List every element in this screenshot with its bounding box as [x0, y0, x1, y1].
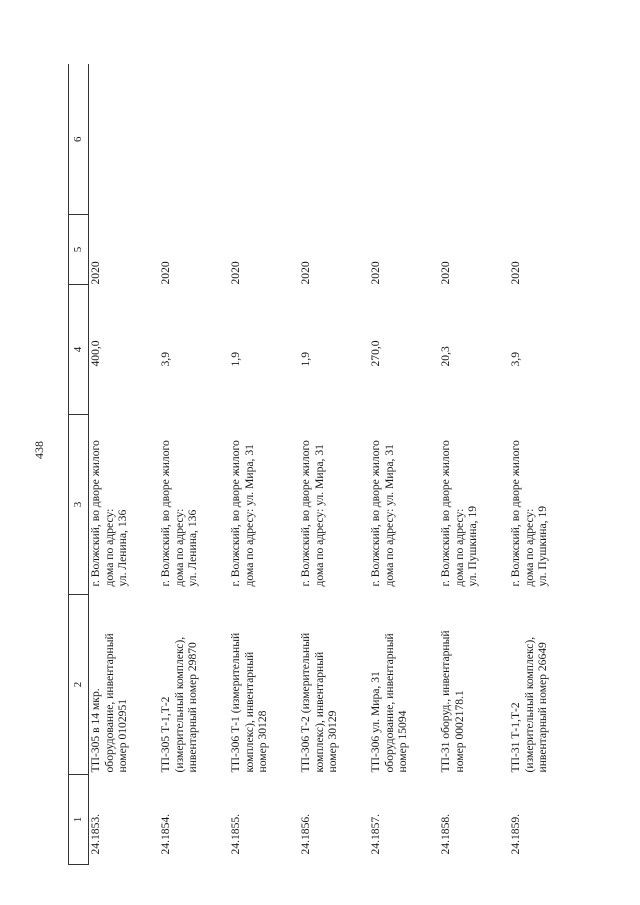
address-line: г. Волжский, во дворе жилого: [439, 440, 452, 587]
address-cell: [369, 415, 439, 595]
object-name-line: (измерительный комплекс),: [172, 636, 186, 773]
value-cell: 20,3: [439, 346, 452, 367]
object-name-cell: [369, 595, 439, 775]
address-line: ул. Ленина, 136: [186, 509, 200, 587]
row-number: 24.1855.: [229, 813, 242, 855]
column-header-6: 6: [69, 65, 89, 215]
column-header-2: 2: [69, 595, 89, 775]
table-row: [509, 65, 579, 865]
row-number: 24.1857.: [369, 813, 382, 855]
address-line: дома по адресу:: [522, 508, 536, 587]
table-row: [299, 65, 369, 865]
note-cell: [299, 65, 369, 215]
table-row: [369, 65, 439, 865]
object-name-line: комплекс), инвентарный: [312, 651, 326, 773]
value-cell: 3,9: [509, 352, 522, 367]
table-row: [439, 65, 509, 865]
column-header-3: 3: [69, 415, 89, 595]
address-line: г. Волжский, во дворе жилого: [159, 440, 172, 587]
object-name-line: ТП-305 в 14 мкр.: [89, 688, 102, 773]
property-table: [68, 65, 579, 866]
table-row: [89, 65, 160, 865]
object-name-line: номер 0102951: [116, 698, 130, 773]
table-header: [69, 65, 89, 865]
year-cell: 2020: [89, 261, 102, 285]
note-cell: [369, 65, 439, 215]
note-cell: [229, 65, 299, 215]
object-name-line: ТП-31 Т-1,Т-2: [509, 702, 522, 773]
object-name-line: ТП-306 ул. Мира, 31: [369, 671, 382, 773]
object-name-line: оборудование, инвентарный: [382, 633, 396, 773]
row-number: 24.1854.: [159, 813, 172, 855]
table-row: [159, 65, 229, 865]
object-name-line: номер 30128: [256, 710, 270, 773]
table-body: [89, 65, 580, 865]
year-cell: 2020: [369, 261, 382, 285]
object-name-cell: [439, 595, 509, 775]
value-cell: 1,9: [229, 352, 242, 367]
object-name-line: ТП-306 Т-2 (измерительный: [299, 632, 312, 773]
note-cell: [89, 65, 160, 215]
value-cell: 3,9: [159, 352, 172, 367]
address-line: ул. Пушкина, 19: [466, 505, 480, 587]
address-line: г. Волжский, во дворе жилого: [229, 440, 242, 587]
object-name-line: оборудование, инвентарный: [102, 633, 116, 773]
year-cell: 2020: [509, 261, 522, 285]
note-cell: [509, 65, 579, 215]
object-name-line: инвентарный номер 29870: [186, 642, 200, 773]
year-cell: 2020: [439, 261, 452, 285]
address-line: г. Волжский, во дворе жилого: [89, 440, 102, 587]
address-cell: [439, 415, 509, 595]
column-header-4: 4: [69, 285, 89, 415]
note-cell: [159, 65, 229, 215]
object-name-cell: [159, 595, 229, 775]
address-line: ул. Пушкина, 19: [536, 505, 550, 587]
address-line: ул. Ленина, 136: [116, 509, 130, 587]
address-cell: [509, 415, 579, 595]
value-cell: 270,0: [369, 340, 382, 367]
object-name-line: (измерительный комплекс),: [522, 636, 536, 773]
address-cell: [89, 415, 160, 595]
value-cell: 1,9: [299, 352, 312, 367]
object-name-line: ТП-31 оборуд., инвентарный: [439, 630, 452, 773]
object-name-line: номер 15094: [396, 710, 410, 773]
object-name-line: комплекс), инвентарный: [242, 651, 256, 773]
year-cell: 2020: [159, 261, 172, 285]
column-header-5: 5: [69, 215, 89, 285]
address-cell: [159, 415, 229, 595]
year-cell: 2020: [229, 261, 242, 285]
row-number: 24.1859.: [509, 813, 522, 855]
column-header-1: 1: [69, 775, 89, 865]
object-name-line: номер 30129: [326, 710, 340, 773]
note-cell: [439, 65, 509, 215]
row-number: 24.1853.: [89, 813, 102, 855]
object-name-line: ТП-305 Т-1,Т-2: [159, 696, 172, 773]
address-line: дома по адресу:: [102, 508, 116, 587]
object-name-line: номер 0002178.1: [452, 690, 466, 773]
address-line: дома по адресу: ул. Мира, 31: [242, 444, 256, 587]
object-name-cell: [229, 595, 299, 775]
address-cell: [229, 415, 299, 595]
row-number: 24.1856.: [299, 813, 312, 855]
object-name-cell: [89, 595, 160, 775]
table-row: [229, 65, 299, 865]
row-number: 24.1858.: [439, 813, 452, 855]
year-cell: 2020: [299, 261, 312, 285]
address-line: дома по адресу: ул. Мира, 31: [312, 444, 326, 587]
address-line: г. Волжский, во дворе жилого: [509, 440, 522, 587]
address-line: дома по адресу:: [172, 508, 186, 587]
address-cell: [299, 415, 369, 595]
address-line: г. Волжский, во дворе жилого: [299, 440, 312, 587]
address-line: г. Волжский, во дворе жилого: [369, 440, 382, 587]
page-number: 438: [32, 441, 46, 459]
address-line: дома по адресу:: [452, 508, 466, 587]
object-name-cell: [509, 595, 579, 775]
object-name-line: ТП-306 Т-1 (измерительный: [229, 632, 242, 773]
object-name-line: инвентарный номер 26649: [536, 642, 550, 773]
value-cell: 400,0: [89, 340, 102, 367]
address-line: дома по адресу: ул. Мира, 31: [382, 444, 396, 587]
object-name-cell: [299, 595, 369, 775]
